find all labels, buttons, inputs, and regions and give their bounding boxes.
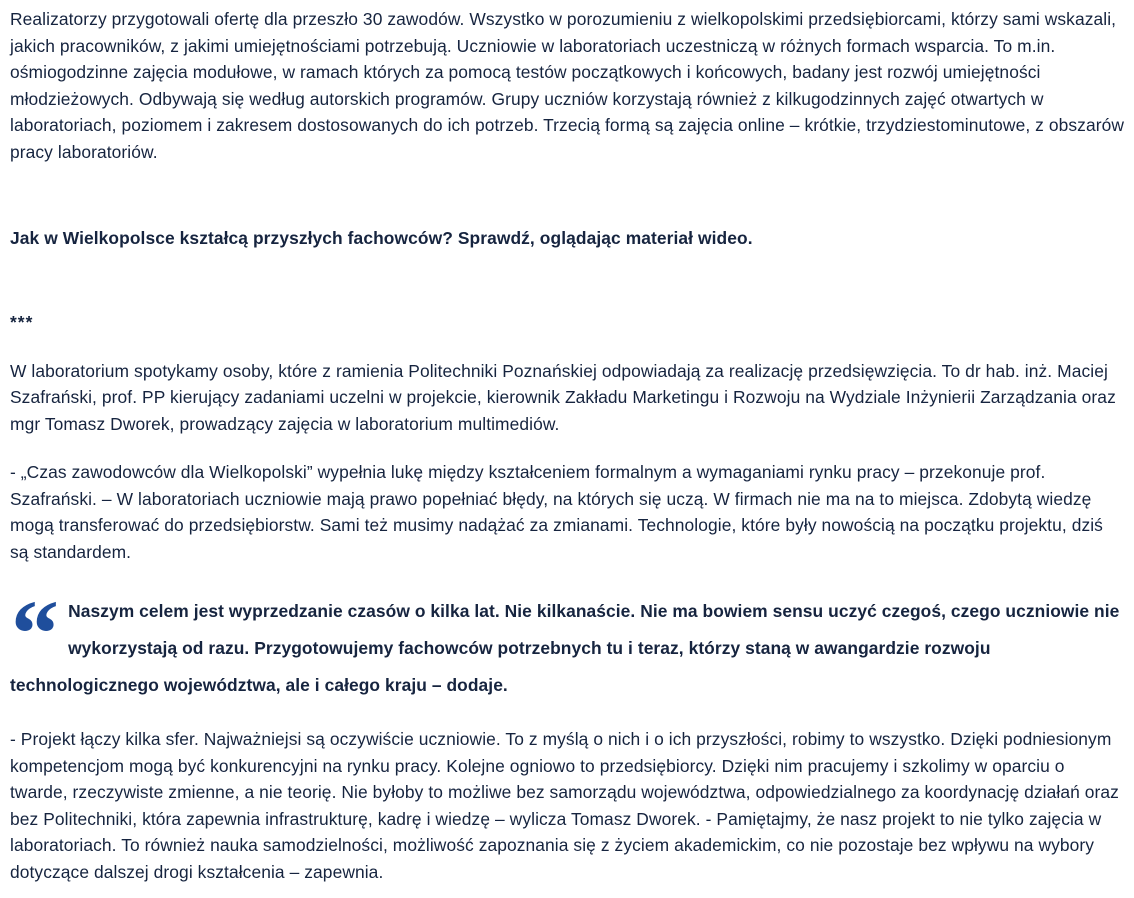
- spacer: [10, 165, 1125, 225]
- paragraph-dworek-quote: - Projekt łączy kilka sfer. Najważniejsi są oczywiście uczniowie. To z myślą o nich i o ich przyszłości, robimy to wszystko. Dzięki podniesionym kompetencjom mogą być konkurencyjni na rynku pracy. Kolejne ogniowo to przedsiębiorcy. Dzięki nim pracujemy i szkolimy w oparciu o twarde, rzeczywiste zmienne, a nie teorię. Nie byłoby to możliwe bez samorządu województwa, odpowiedzialnego za koordynację działań oraz bez Politechniki, która zapewnia infrastrukturę, kadrę i wiedzę – wylicza Tomasz Dworek. - Pamiętajmy, że nasz projekt to nie tylko zajęcia w laboratoriach. To również nauka samodzielności, możliwość zapoznania się z życiem akademickim, co nie pozostaje bez wpływu na wybory dotyczące dalszej drogi kształcenia – zapewnia.: [10, 729, 1119, 882]
- quotation-mark-icon: “: [11, 580, 60, 687]
- paragraph-people: W laboratorium spotykamy osoby, które z ramienia Politechniki Poznańskiej odpowiadają za realizację przedsięwzięcia. To dr hab. inż. Maciej Szafrański, prof. PP kierujący zadaniami uczelni w projekcie, kierownik Zakładu Marketingu i Rozwoju na Wydziale Inżynierii Zarządzania oraz mgr Tomasz Dworek, prowadzący zajęcia w laboratorium multimediów.: [10, 360, 1116, 434]
- spacer: [10, 565, 1125, 593]
- spacer: [10, 704, 1125, 726]
- paragraph-intro: Realizatorzy przygotowali ofertę dla przeszło 30 zawodów. Wszystko w porozumieniu z wielkopolskimi przedsiębiorcami, którzy sami wskazali, jakich pracowników, z jakimi umiejętnościami potrzebują. Uczniowie w laboratoriach uczestniczą w różnych formach wsparcia. To m.in. ośmiogodzinne zajęcia modułowe, w ramach których za pomocą testów początkowych i końcowych, badany jest rozwój umiejętności młodzieżowych. Odbywają się według autorskich programów. Grupy uczniów korzystają również z kilkugodzinnych zajęć otwartych w laboratoriach, poziomem i zakresem dostosowanych do ich potrzeb. Trzecią formą są zajęcia online – krótkie, trzydziestominutowe, z obszarów pracy laboratoriów.: [10, 9, 1124, 162]
- section-separator: ***: [10, 311, 34, 332]
- pull-quote: [10, 580, 1125, 704]
- paragraph-szafranski-quote: - „Czas zawodowców dla Wielkopolski” wypełnia lukę między kształceniem formalnym a wymaganiami rynku pracy – przekonuje prof. Szafrański. – W laboratoriach uczniowie mają prawo popełniać błędy, na których się uczą. W firmach nie ma na to miejsca. Zdobytą wiedzę mogą transferować do przedsiębiorstw. Sami też musimy nadążać za zmianami. Technologie, które były nowością na początku projektu, dziś są standardem.: [10, 462, 1103, 562]
- video-callout-heading: Jak w Wielkopolsce kształcą przyszłych fachowców? Sprawdź, oglądając materiał wideo.: [10, 228, 753, 248]
- spacer: [10, 437, 1125, 459]
- pull-quote-text: Naszym celem jest wyprzedzanie czasów o kilka lat. Nie kilkanaście. Nie ma bowiem sensu uczyć czegoś, czego uczniowie nie wykorzystają od razu. Przygotowujemy fachowców potrzebnych tu i teraz, którzy staną w awangardzie rozwoju technologicznego województwa, ale i całego kraju – dodaje.: [10, 601, 1120, 695]
- spacer: [10, 252, 1125, 312]
- spacer: [10, 332, 1125, 358]
